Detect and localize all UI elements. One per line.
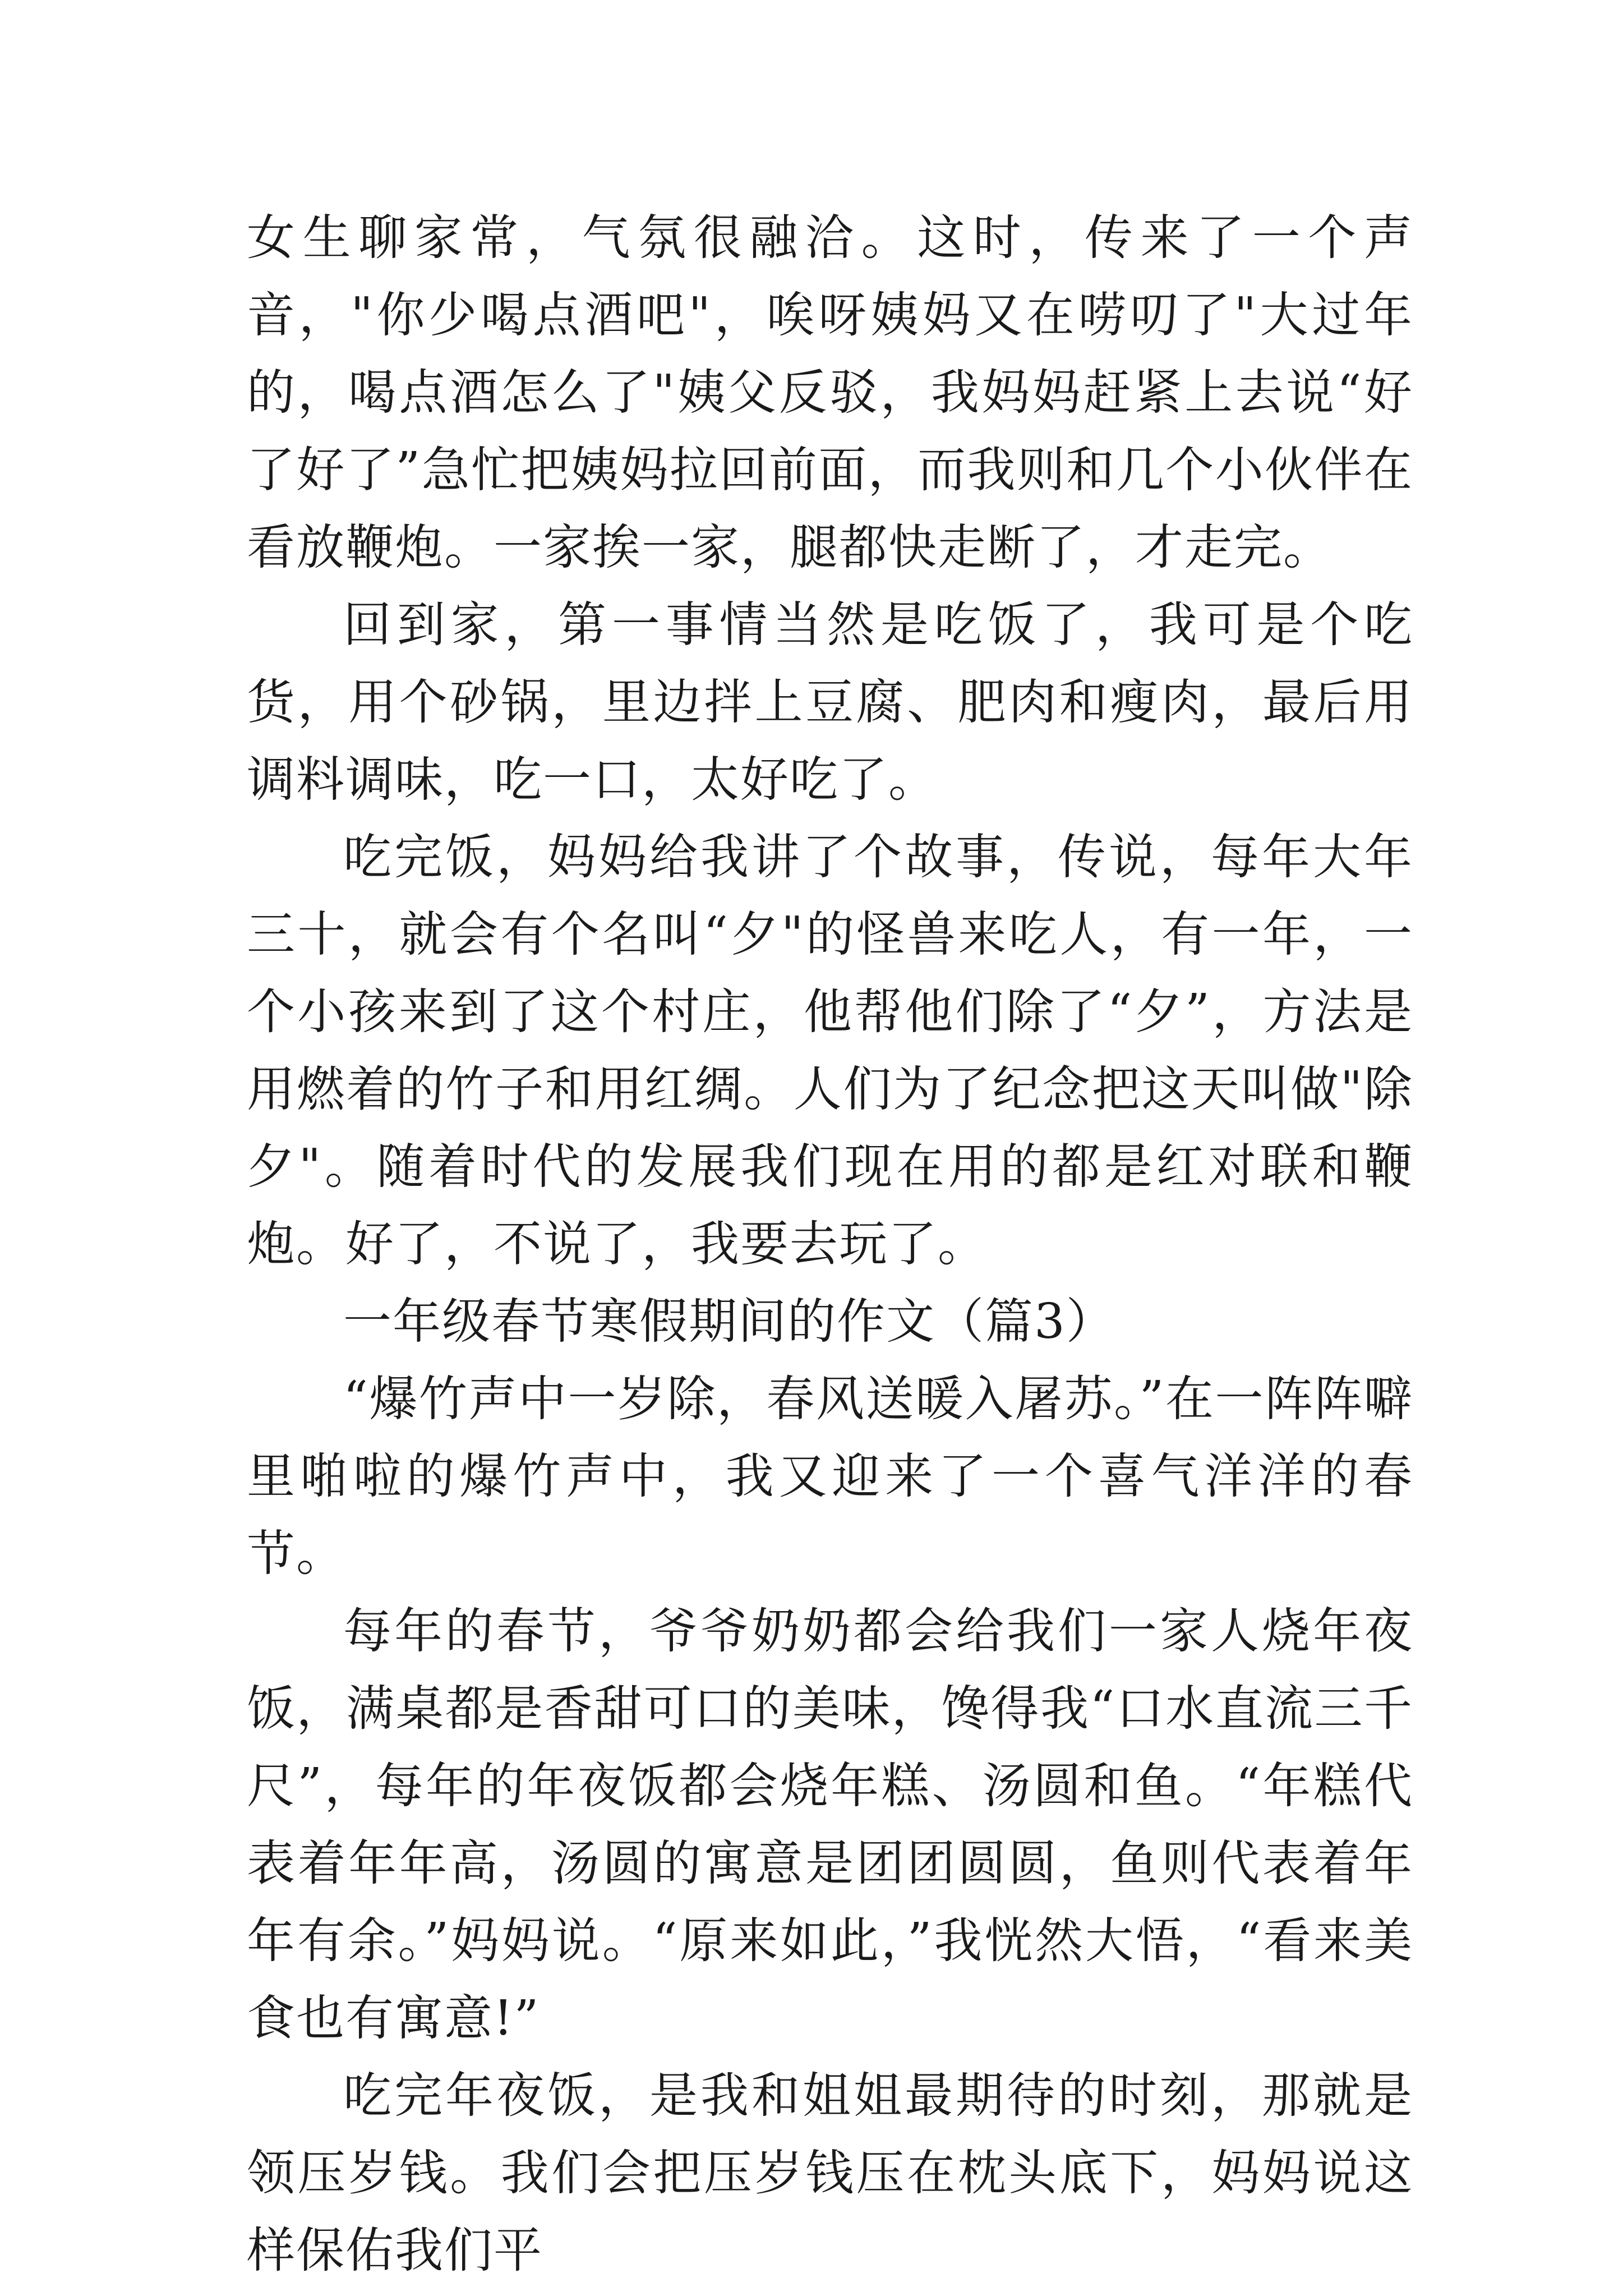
document-body: [247, 199, 1413, 2289]
section-title: 一年级春节寒假期间的作文（篇3）: [343, 1294, 1115, 1350]
paragraph-1: 女生聊家常，气氛很融洽。这时，传来了一个声音，"你少喝点酒吧"，唉呀姨妈又在唠叨了"大过年的，喝点酒怎么了"姨父反驳，我妈妈赶紧上去说“好了好了”急忙把姨妈拉回前面，而我则和几个小伙伴在看放鞭炮。一家挨一家，腿都快走断了，才走完。: [247, 210, 1413, 576]
paragraph-3: 吃完饭，妈妈给我讲了个故事，传说，每年大年三十，就会有个名叫“夕"的怪兽来吃人，有一年，一个小孩来到了这个村庄，他帮他们除了“夕”，方法是用燃着的竹子和用红绸。人们为了纪念把这天叫做"除夕"。随着时代的发展我们现在用的都是红对联和鞭炮。好了，不说了，我要去玩了。: [247, 829, 1413, 1272]
paragraph-5: 每年的春节，爷爷奶奶都会给我们一家人烧年夜饭，满桌都是香甜可口的美味，馋得我“口水直流三千尺”，每年的年夜饭都会烧年糕、汤圆和鱼。“年糕代表着年年高，汤圆的寓意是团团圆圆，鱼则代表着年年有余。”妈妈说。“原来如此，”我恍然大悟，“看来美食也有寓意!”: [247, 1603, 1413, 2046]
paragraph-2: 回到家，第一事情当然是吃饭了，我可是个吃货，用个砂锅，里边拌上豆腐、肥肉和瘦肉，最后用调料调味，吃一口，太好吃了。: [247, 597, 1413, 808]
paragraph-4: “爆竹声中一岁除，春风送暖入屠苏。”在一阵阵噼里啪啦的爆竹声中，我又迎来了一个喜气洋洋的春节。: [247, 1371, 1413, 1582]
paragraph-6: 吃完年夜饭，是我和姐姐最期待的时刻，那就是领压岁钱。我们会把压岁钱压在枕头底下，妈妈说这样保佑我们平: [247, 2068, 1413, 2279]
